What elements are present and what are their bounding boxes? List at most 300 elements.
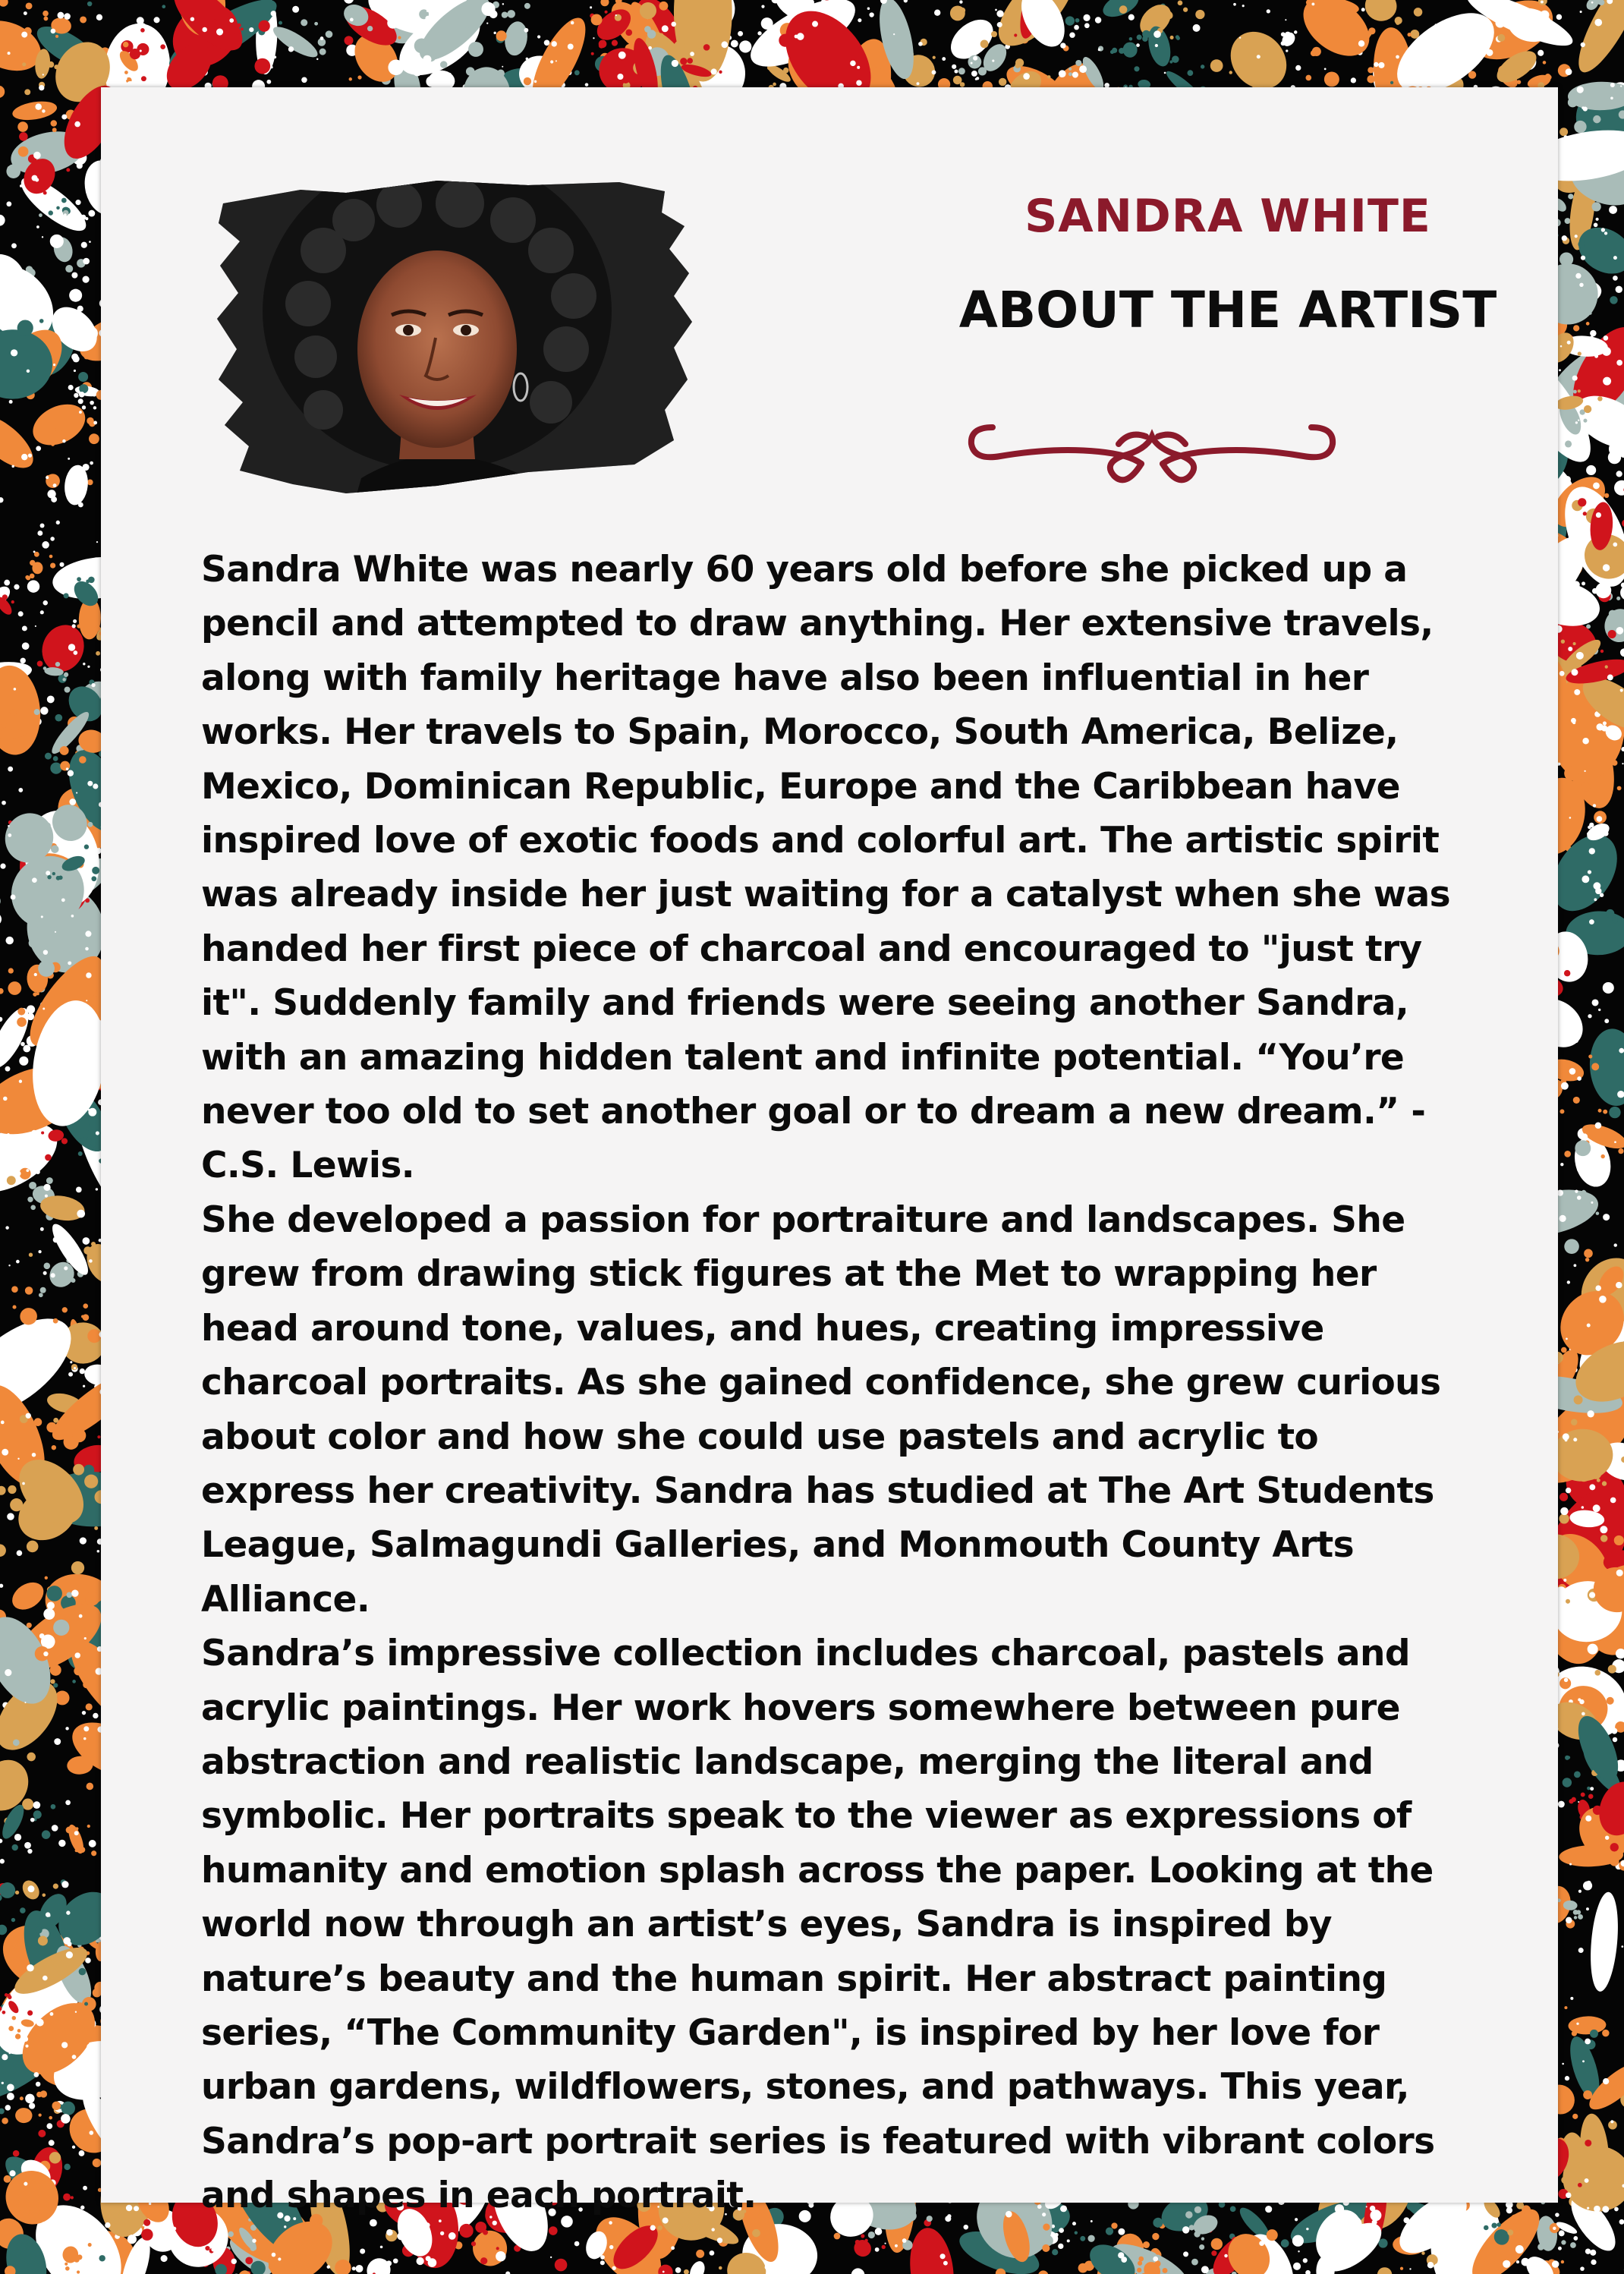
paint-speck: [83, 464, 90, 471]
paint-speck: [1585, 2178, 1589, 2183]
paint-speck: [1324, 68, 1327, 71]
paint-speck: [1595, 1285, 1601, 1291]
paint-speck: [64, 1266, 68, 1270]
paint-speck: [0, 497, 4, 502]
paint-speck: [1605, 1836, 1609, 1840]
paint-speck: [440, 2231, 444, 2235]
paint-speck: [590, 6, 592, 8]
paint-speck: [88, 210, 95, 217]
paint-speck: [82, 345, 87, 349]
paint-speck: [211, 2247, 216, 2252]
paint-speck: [1574, 1264, 1577, 1267]
paint-speck: [1566, 605, 1571, 610]
paint-speck: [1578, 1801, 1579, 1803]
paint-speck: [1561, 1012, 1564, 1015]
paint-speck: [544, 39, 550, 46]
paint-speck: [36, 446, 41, 451]
paint-speck: [1233, 3, 1236, 6]
paint-speck: [80, 1368, 85, 1374]
paint-speck: [650, 2225, 656, 2231]
artist-name: SANDRA WHITE: [1024, 190, 1431, 243]
paint-speck: [1593, 882, 1600, 890]
paint-speck: [9, 2052, 11, 2055]
paint-speck: [534, 80, 537, 83]
paint-speck: [1597, 1184, 1599, 1186]
paint-speck: [812, 21, 818, 27]
paint-speck: [97, 1550, 100, 1553]
paint-speck: [1616, 360, 1622, 366]
paint-speck: [270, 66, 272, 68]
paint-speck: [27, 370, 30, 373]
paint-speck: [940, 2254, 946, 2259]
paint-speck: [42, 109, 45, 112]
paint-speck: [1610, 2120, 1613, 2123]
paint-speck: [126, 2205, 132, 2211]
paint-speck: [35, 1143, 38, 1146]
paint-speck: [1155, 44, 1158, 47]
paint-speck: [0, 864, 5, 869]
paint-speck: [1606, 1935, 1609, 1938]
paint-speck: [1613, 429, 1616, 433]
paint-speck: [1613, 543, 1617, 547]
paint-speck: [672, 60, 678, 67]
paint-speck: [1567, 341, 1571, 345]
paint-speck: [249, 27, 253, 32]
paint-speck: [61, 2042, 68, 2048]
paint-speck: [555, 60, 557, 61]
paint-speck: [102, 2247, 105, 2250]
paint-speck: [34, 2072, 39, 2077]
paint-speck: [83, 1726, 89, 1731]
paint-speck: [1559, 1215, 1566, 1222]
paint-speck: [52, 1825, 58, 1831]
paint-speck: [0, 1584, 3, 1588]
paint-speck: [288, 46, 294, 52]
paint-speck: [26, 1139, 30, 1143]
paint-speck: [16, 1260, 20, 1264]
paint-speck: [85, 217, 88, 220]
paint-speck: [1581, 256, 1585, 260]
paint-speck: [274, 55, 277, 58]
paint-speck: [571, 21, 574, 24]
paint-speck: [1358, 40, 1364, 46]
paint-speck: [1572, 721, 1575, 724]
paint-speck: [153, 58, 159, 65]
paint-speck: [34, 973, 37, 976]
paint-speck: [105, 2222, 110, 2228]
paint-speck: [66, 1910, 70, 1914]
paint-speck: [89, 241, 91, 243]
paint-speck: [40, 1998, 46, 2004]
paint-speck: [17, 1550, 23, 1556]
paint-speck: [83, 1737, 87, 1740]
paint-speck: [1569, 1068, 1576, 1075]
paint-speck: [96, 541, 98, 543]
paint-speck: [51, 29, 56, 34]
paint-speck: [20, 1042, 25, 1047]
paint-speck: [74, 275, 76, 276]
paint-speck: [1584, 770, 1585, 772]
paint-speck: [29, 2102, 35, 2109]
paint-speck: [1578, 420, 1579, 421]
paint-speck: [858, 18, 861, 22]
paint-speck: [8, 767, 13, 772]
paint-speck: [537, 35, 540, 38]
paint-speck: [1424, 62, 1430, 68]
paint-speck: [56, 521, 60, 524]
paint-speck: [942, 57, 946, 61]
paint-speck: [42, 2222, 46, 2225]
paint-speck: [1566, 68, 1572, 75]
paint-speck: [65, 1727, 68, 1730]
paint-speck: [671, 2246, 675, 2250]
paint-speck: [79, 392, 85, 398]
paint-speck: [202, 27, 207, 33]
paint-speck: [42, 236, 43, 238]
paint-splash: [352, 2249, 395, 2274]
paint-speck: [86, 1000, 87, 1001]
paint-speck: [1182, 2226, 1189, 2233]
paint-speck: [47, 1602, 55, 1609]
paint-speck: [0, 1017, 2, 1022]
paint-speck: [1616, 286, 1622, 293]
paint-speck: [1586, 1907, 1589, 1910]
paint-speck: [140, 50, 142, 52]
content-card: [101, 87, 1558, 2217]
paint-speck: [1570, 1997, 1573, 2000]
paint-speck: [7, 1133, 9, 1135]
paint-speck: [145, 30, 149, 34]
paint-speck: [1566, 2192, 1571, 2197]
paint-speck: [1506, 2207, 1512, 2213]
paint-speck: [1604, 1019, 1609, 1023]
paint-speck: [1589, 1592, 1595, 1598]
paint-speck: [72, 2055, 77, 2059]
paint-splash: [1110, 35, 1148, 58]
paint-speck: [1128, 14, 1135, 20]
paint-speck: [27, 1964, 34, 1972]
paint-speck: [82, 276, 89, 282]
paint-speck: [272, 2253, 276, 2257]
paint-speck: [85, 931, 91, 937]
paint-speck: [2, 1449, 8, 1456]
paint-speck: [1558, 1801, 1565, 1808]
paint-speck: [19, 1080, 22, 1083]
bio-paragraph: Sandra White was nearly 60 years old before she picked up a pencil and attempted to draw anything. Her extensive travels, along with family heritage have also been influential in her works. Her travels to Spain, Morocco, South America, Belize, Mexico, Dominican Republic, Europe and the Caribbean have inspired love of exotic foods and colorful art. The artistic spirit was already inside her just waiting for a catalyst when she was handed her first piece of charcoal and encouraged to "just try it". Suddenly family and friends were seeing another Sandra, with an amazing hidden talent and infinite potential. “You’re never too old to set another goal or to dream a new dream.” - C.S. Lewis.: [201, 549, 1451, 1187]
paint-speck: [1559, 940, 1567, 947]
paint-speck: [284, 2225, 286, 2228]
paint-speck: [87, 2043, 93, 2049]
paint-speck: [1072, 72, 1078, 78]
paint-speck: [42, 74, 44, 75]
paint-speck: [1578, 1948, 1584, 1953]
paint-speck: [66, 767, 69, 770]
paint-speck: [33, 152, 41, 159]
paint-speck: [1604, 417, 1612, 424]
paint-speck: [64, 213, 67, 216]
paint-speck: [893, 33, 895, 35]
paint-speck: [1596, 512, 1601, 518]
paint-speck: [1603, 2078, 1609, 2084]
paint-speck: [96, 1131, 99, 1135]
paint-speck: [1083, 14, 1090, 21]
paint-speck: [42, 1976, 48, 1981]
paint-speck: [11, 895, 16, 900]
paint-speck: [75, 2011, 77, 2013]
paint-speck: [1593, 483, 1600, 490]
paint-speck: [671, 22, 676, 27]
paint-speck: [72, 624, 76, 628]
paint-speck: [1589, 919, 1594, 924]
paint-speck: [493, 32, 496, 34]
paint-speck: [77, 162, 83, 169]
paint-speck: [90, 2131, 94, 2135]
paint-speck: [7, 2093, 14, 2100]
paint-speck: [66, 1951, 73, 1958]
paint-speck: [1563, 1579, 1566, 1582]
bio-paragraph: She developed a passion for portraiture and landscapes. She grew from drawing stick figures at the Met to wrapping her head around tone, values, and hues, creating impressive charcoal portraits. As she gained confidence, she grew curious about color and how she could use pastels and acrylic to express her creativity. Sandra has studied at The Art Students League, Salmagundi Galleries, and Monmouth County Arts Alliance.: [201, 1198, 1441, 1620]
paint-speck: [895, 2244, 898, 2247]
paint-speck: [857, 66, 860, 69]
paint-speck: [89, 1840, 96, 1847]
paint-speck: [43, 1271, 47, 1275]
paint-speck: [840, 13, 845, 18]
paint-speck: [74, 1652, 80, 1658]
paint-speck: [149, 34, 156, 40]
paint-speck: [87, 666, 90, 668]
paint-speck: [11, 465, 14, 468]
paint-speck: [1566, 1488, 1571, 1493]
paint-speck: [1582, 2060, 1585, 2062]
paint-speck: [137, 17, 144, 24]
paint-speck: [1582, 875, 1589, 883]
swirl-flourish-icon: [947, 391, 1357, 490]
paint-speck: [9, 2170, 15, 2176]
paint-speck: [17, 1458, 19, 1460]
paint-speck: [9, 400, 13, 404]
paint-speck: [93, 421, 97, 425]
paint-speck: [93, 783, 98, 789]
paint-speck: [86, 972, 91, 978]
paint-speck: [731, 40, 738, 48]
paint-speck: [1605, 430, 1607, 433]
paint-speck: [71, 1060, 78, 1067]
paint-speck: [54, 1738, 61, 1745]
paint-speck: [902, 2238, 907, 2243]
paint-speck: [8, 52, 11, 55]
paint-speck: [0, 1839, 2, 1844]
paint-speck: [11, 243, 17, 248]
paint-speck: [36, 2082, 40, 2087]
paint-speck: [42, 541, 49, 549]
paint-speck: [1060, 43, 1065, 48]
paint-speck: [803, 2238, 806, 2241]
paint-speck: [1600, 893, 1604, 897]
paint-speck: [47, 695, 55, 703]
paint-speck: [65, 1800, 71, 1806]
bio-paragraph: Sandra’s impressive collection includes charcoal, pastels and acrylic paintings. Her work hovers somewhere between pure abstraction and realistic landscape, merging the literal and symbolic. Her portraits speak to the viewer as expressions of humanity and emotion splash across the paper. Looking at the world now through an artist’s eyes, Sandra is inspired by nature’s beauty and the human spirit. Her abstract painting series, “The Community Garden", is inspired by her love for urban gardens, wildflowers, stones, and pathways. This year, Sandra’s pop-art portrait series is featured with vibrant colors and shapes in each portrait.: [201, 1633, 1435, 2217]
page-title: ABOUT THE ARTIST: [958, 281, 1497, 339]
paint-speck: [1564, 135, 1568, 139]
paint-speck: [1589, 848, 1595, 854]
paint-speck: [71, 354, 78, 361]
paint-speck: [1267, 9, 1270, 13]
paint-speck: [24, 1842, 31, 1849]
paint-speck: [1588, 870, 1591, 874]
paint-speck: [59, 562, 64, 567]
paint-speck: [1563, 485, 1566, 487]
paint-speck: [21, 32, 27, 38]
paint-speck: [1576, 959, 1580, 963]
paint-speck: [1303, 2258, 1308, 2263]
paint-speck: [1613, 276, 1618, 281]
paint-speck: [124, 77, 127, 81]
paint-speck: [37, 531, 42, 536]
paint-speck: [1541, 1, 1544, 4]
paint-speck: [662, 25, 669, 32]
paint-speck: [36, 2019, 44, 2027]
paint-speck: [82, 1090, 85, 1093]
paint-speck: [1568, 647, 1572, 651]
paint-speck: [1591, 1202, 1593, 1204]
paint-speck: [448, 73, 452, 76]
paint-speck: [65, 1041, 73, 1049]
paint-speck: [68, 770, 74, 776]
paint-speck: [1594, 354, 1598, 358]
paint-speck: [61, 114, 67, 119]
paint-speck: [11, 349, 17, 356]
paint-speck: [1591, 2260, 1596, 2265]
paint-speck: [83, 2186, 87, 2191]
paint-speck: [1587, 1324, 1591, 1328]
paint-speck: [1164, 72, 1166, 74]
paint-speck: [1587, 1881, 1591, 1885]
paint-speck: [1592, 588, 1597, 594]
paint-speck: [1575, 421, 1578, 424]
paint-speck: [1582, 1133, 1588, 1139]
paint-speck: [1183, 2251, 1188, 2257]
paint-speck: [1557, 1190, 1563, 1196]
paint-speck: [690, 52, 694, 56]
paint-speck: [875, 2247, 880, 2252]
paint-speck: [1118, 2228, 1125, 2235]
paint-speck: [72, 2267, 77, 2272]
paint-speck: [458, 55, 461, 58]
paint-speck: [1427, 2262, 1434, 2268]
paint-speck: [1601, 228, 1605, 231]
paint-speck: [68, 644, 75, 650]
paint-speck: [380, 2246, 383, 2249]
paint-speck: [62, 584, 65, 587]
paint-speck: [550, 2257, 552, 2258]
paint-speck: [39, 85, 44, 90]
paint-speck: [1582, 738, 1589, 745]
paint-speck: [76, 1187, 82, 1193]
paint-speck: [46, 1912, 50, 1917]
paint-speck: [959, 0, 962, 3]
paint-speck: [1620, 688, 1623, 691]
paint-speck: [5, 1669, 11, 1676]
paint-speck: [43, 1184, 50, 1191]
paint-speck: [615, 14, 617, 16]
paint-speck: [5, 1226, 8, 1229]
paint-speck: [266, 80, 271, 84]
artist-portrait-photo: [209, 159, 695, 531]
paint-speck: [91, 683, 95, 687]
paint-speck: [526, 58, 529, 61]
paint-speck: [738, 31, 743, 36]
paint-speck: [42, 1359, 47, 1365]
paint-speck: [71, 1589, 78, 1596]
paint-speck: [79, 1013, 84, 1018]
paint-speck: [1566, 1338, 1568, 1340]
paint-speck: [82, 1711, 86, 1715]
paint-speck: [93, 1713, 98, 1718]
paint-speck: [1201, 2266, 1209, 2273]
paint-speck: [648, 46, 652, 50]
paint-speck: [1059, 70, 1066, 77]
paint-speck: [5, 2105, 11, 2111]
paint-speck: [1582, 1712, 1585, 1716]
paint-speck: [425, 16, 430, 21]
paint-speck: [1613, 1737, 1617, 1742]
paint-speck: [1306, 2228, 1308, 2230]
paint-speck: [1594, 223, 1598, 228]
paint-speck: [1059, 27, 1062, 30]
paint-speck: [1593, 1504, 1600, 1512]
paint-speck: [190, 17, 194, 20]
paint-speck: [1095, 17, 1101, 23]
paint-speck: [1561, 1082, 1569, 1090]
paint-speck: [36, 1170, 40, 1174]
paint-speck: [42, 1008, 45, 1010]
paint-speck: [997, 22, 1002, 27]
paint-speck: [8, 833, 11, 837]
paint-speck: [32, 1453, 36, 1457]
paint-speck: [750, 2248, 755, 2254]
paint-splash: [0, 594, 14, 617]
paint-speck: [55, 931, 56, 933]
paint-speck: [1585, 2248, 1591, 2254]
paint-speck: [1118, 2252, 1124, 2258]
paint-speck: [252, 2239, 256, 2243]
paint-speck: [1153, 2257, 1158, 2262]
paint-speck: [32, 1130, 37, 1135]
paint-speck: [973, 56, 977, 61]
paint-splash: [675, 2250, 714, 2274]
paint-speck: [14, 1834, 21, 1841]
paint-speck: [74, 1831, 79, 1835]
paint-speck: [1564, 1678, 1568, 1682]
paint-speck: [40, 1227, 44, 1231]
paint-speck: [1575, 1190, 1578, 1193]
paint-speck: [62, 439, 65, 443]
paint-speck: [426, 10, 429, 12]
paint-speck: [1563, 476, 1571, 483]
paint-speck: [856, 80, 862, 86]
paint-speck: [448, 2232, 456, 2240]
paint-speck: [79, 1614, 83, 1618]
paint-speck: [46, 2123, 52, 2129]
paint-speck: [1616, 627, 1624, 635]
paint-speck: [350, 18, 354, 22]
paint-speck: [43, 600, 48, 605]
paint-speck: [28, 453, 32, 457]
paint-speck: [83, 663, 85, 665]
paint-speck: [1604, 231, 1607, 235]
paint-speck: [1074, 25, 1079, 30]
paint-speck: [64, 13, 71, 20]
